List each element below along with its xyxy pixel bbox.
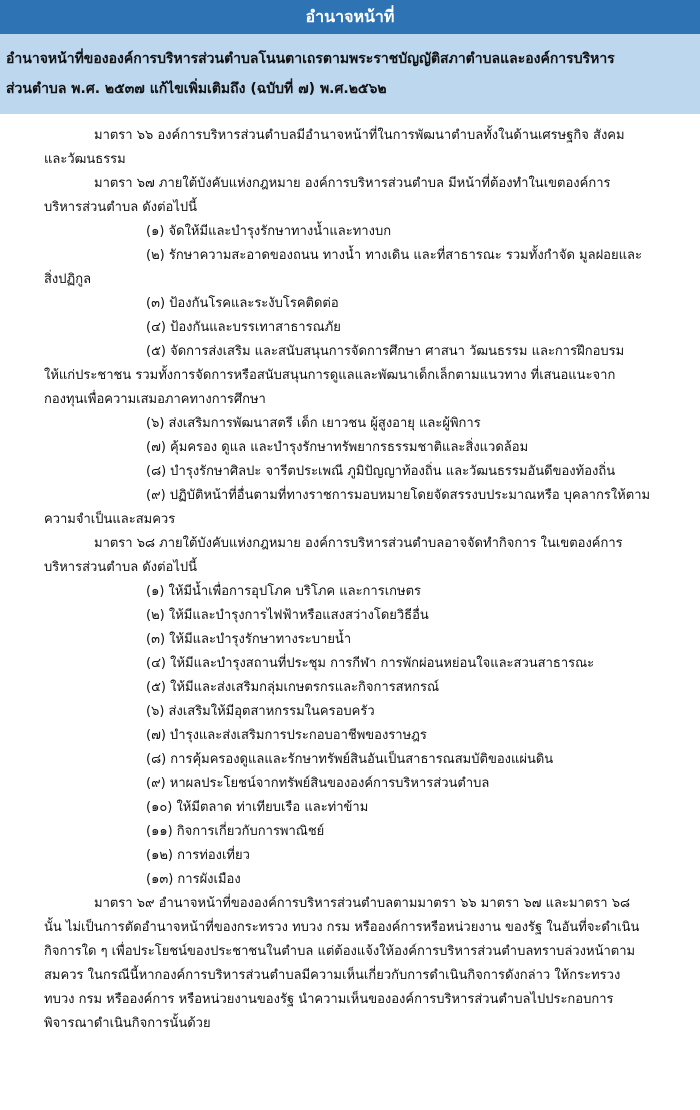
text-line: มาตรา ๖๗ ภายใต้บังคับแห่งกฎหมาย องค์การบริหารส่วนตำบล มีหน้าที่ต้องทำในเขตองค์การ: [94, 176, 611, 191]
text-line: มาตรา ๖๖ องค์การบริหารส่วนตำบลมีอำนาจหน้าที่ในการพัฒนาตำบลทั้งในด้านเศรษฐกิจ สังคม: [94, 128, 625, 143]
page-title: อำนาจหน้าที่: [305, 6, 395, 26]
list-item: (๑) จัดให้มีและบำรุงรักษาทางน้ำและทางบก: [146, 224, 392, 239]
list-item: (๘) บำรุงรักษาศิลปะ จารีตประเพณี ภูมิปัญญาท้องถิ่น และวัฒนธรรมอันดีของท้องถิ่น: [146, 464, 616, 479]
text-line: สิ่งปฏิกูล: [44, 272, 92, 287]
text-line: สมควร ในกรณีนี้หากองค์การบริหารส่วนตำบลมีความเห็นเกี่ยวกับการดำเนินกิจการดังกล่าว ให้กระทรวง: [44, 968, 621, 983]
list-item: (๙) ปฏิบัติหน้าที่อื่นตามที่ทางราชการมอบหมายโดยจัดสรรงบประมาณหรือ บุคลากรให้ตาม: [146, 488, 651, 503]
list-item: (๗) คุ้มครอง ดูแล และบำรุงรักษาทรัพยากรธรรมชาติและสิ่งแวดล้อม: [146, 440, 529, 455]
text-line: มาตรา ๖๙ อำนาจหน้าที่ขององค์การบริหารส่วนตำบลตามมาตรา ๖๖ มาตรา ๖๗ และมาตรา ๖๘: [94, 896, 630, 911]
list-item: (๑) ให้มีน้ำเพื่อการอุปโภค บริโภค และการเกษตร: [146, 584, 422, 599]
list-item: (๓) ป้องกันโรคและระงับโรคติดต่อ: [146, 296, 339, 311]
title-bar: [0, 0, 700, 34]
list-item: (๖) ส่งเสริมให้มีอุตสาหกรรมในครอบครัว: [146, 704, 375, 719]
list-item: (๕) ให้มีและส่งเสริมกลุ่มเกษตรกรและกิจการสหกรณ์: [146, 680, 440, 695]
text-line: กองทุนเพื่อความเสมอภาคทางการศึกษา: [44, 392, 266, 407]
text-line: ทบวง กรม หรือองค์การ หรือหน่วยงานของรัฐ นำความเห็นขององค์การบริหารส่วนตำบลไปประกอบการ: [44, 992, 614, 1007]
list-item: (๗) บำรุงและส่งเสริมการประกอบอาชีพของราษฎร: [146, 728, 427, 743]
subtitle-box: [0, 34, 700, 114]
text-line: บริหารส่วนตำบล ดังต่อไปนี้: [44, 200, 198, 215]
list-item: (๑๒) การท่องเที่ยว: [146, 848, 250, 863]
text-line: กิจการใด ๆ เพื่อประโยชน์ของประชาชนในตำบล แต่ต้องแจ้งให้องค์การบริหารส่วนตำบลทราบล่วงหน้าตาม: [44, 944, 636, 959]
text-line: บริหารส่วนตำบล ดังต่อไปนี้: [44, 560, 198, 575]
document-body: [0, 114, 700, 1036]
list-item: (๘) การคุ้มครองดูแลและรักษาทรัพย์สินอันเป็นสาธารณสมบัติของแผ่นดิน: [146, 752, 554, 767]
list-item: (๑๓) การผังเมือง: [146, 872, 241, 887]
list-item: (๑๐) ให้มีตลาด ท่าเทียบเรือ และท่าข้าม: [146, 800, 369, 815]
list-item: (๔) ให้มีและบำรุงสถานที่ประชุม การกีฬา การพักผ่อนหย่อนใจและสวนสาธารณะ: [146, 656, 595, 671]
text-line: มาตรา ๖๘ ภายใต้บังคับแห่งกฎหมาย องค์การบริหารส่วนตำบลอาจจัดทำกิจการ ในเขตองค์การ: [94, 536, 623, 551]
text-line: พิจารณาดำเนินกิจการนั้นด้วย: [44, 1016, 211, 1031]
subtitle-line-1: อำนาจหน้าที่ขององค์การบริหารส่วนตำบลโนนตาเถรตามพระราชบัญญัติสภาตำบลและองค์การบริหาร: [6, 51, 615, 67]
list-item: (๕) จัดการส่งเสริม และสนับสนุนการจัดการศึกษา ศาสนา วัฒนธรรม และการฝึกอบรม: [146, 344, 625, 359]
list-item: (๙) หาผลประโยชน์จากทรัพย์สินขององค์การบริหารส่วนตำบล: [146, 776, 490, 791]
list-item: (๒) ให้มีและบำรุงการไฟฟ้าหรือแสงสว่างโดยวิธีอื่น: [146, 608, 429, 623]
text-line: ให้แก่ประชาชน รวมทั้งการจัดการหรือสนับสนุนการดูแลและพัฒนาเด็กเล็กตามแนวทาง ที่เสนอแนะจาก: [44, 368, 616, 383]
text-line: และวัฒนธรรม: [44, 152, 126, 167]
text-line: นั้น ไม่เป็นการตัดอำนาจหน้าที่ของกระทรวง ทบวง กรม หรือองค์การหรือหน่วยงาน ของรัฐ ในอันที่จะดำเนิน: [44, 920, 640, 935]
list-item: (๔) ป้องกันและบรรเทาสาธารณภัย: [146, 320, 341, 335]
list-item: (๑๑) กิจการเกี่ยวกับการพาณิชย์: [146, 824, 325, 839]
text-line: ความจำเป็นและสมควร: [44, 512, 176, 527]
subtitle-line-2: ส่วนตำบล พ.ศ. ๒๕๓๗ แก้ไขเพิ่มเติมถึง (ฉบับที่ ๗) พ.ศ.๒๕๖๒: [6, 81, 387, 97]
list-item: (๖) ส่งเสริมการพัฒนาสตรี เด็ก เยาวชน ผู้สูงอายุ และผู้พิการ: [146, 416, 481, 431]
list-item: (๓) ให้มีและบำรุงรักษาทางระบายน้ำ: [146, 632, 352, 647]
list-item: (๒) รักษาความสะอาดของถนน ทางน้ำ ทางเดิน และที่สาธารณะ รวมทั้งกำจัด มูลฝอยและ: [146, 248, 642, 263]
